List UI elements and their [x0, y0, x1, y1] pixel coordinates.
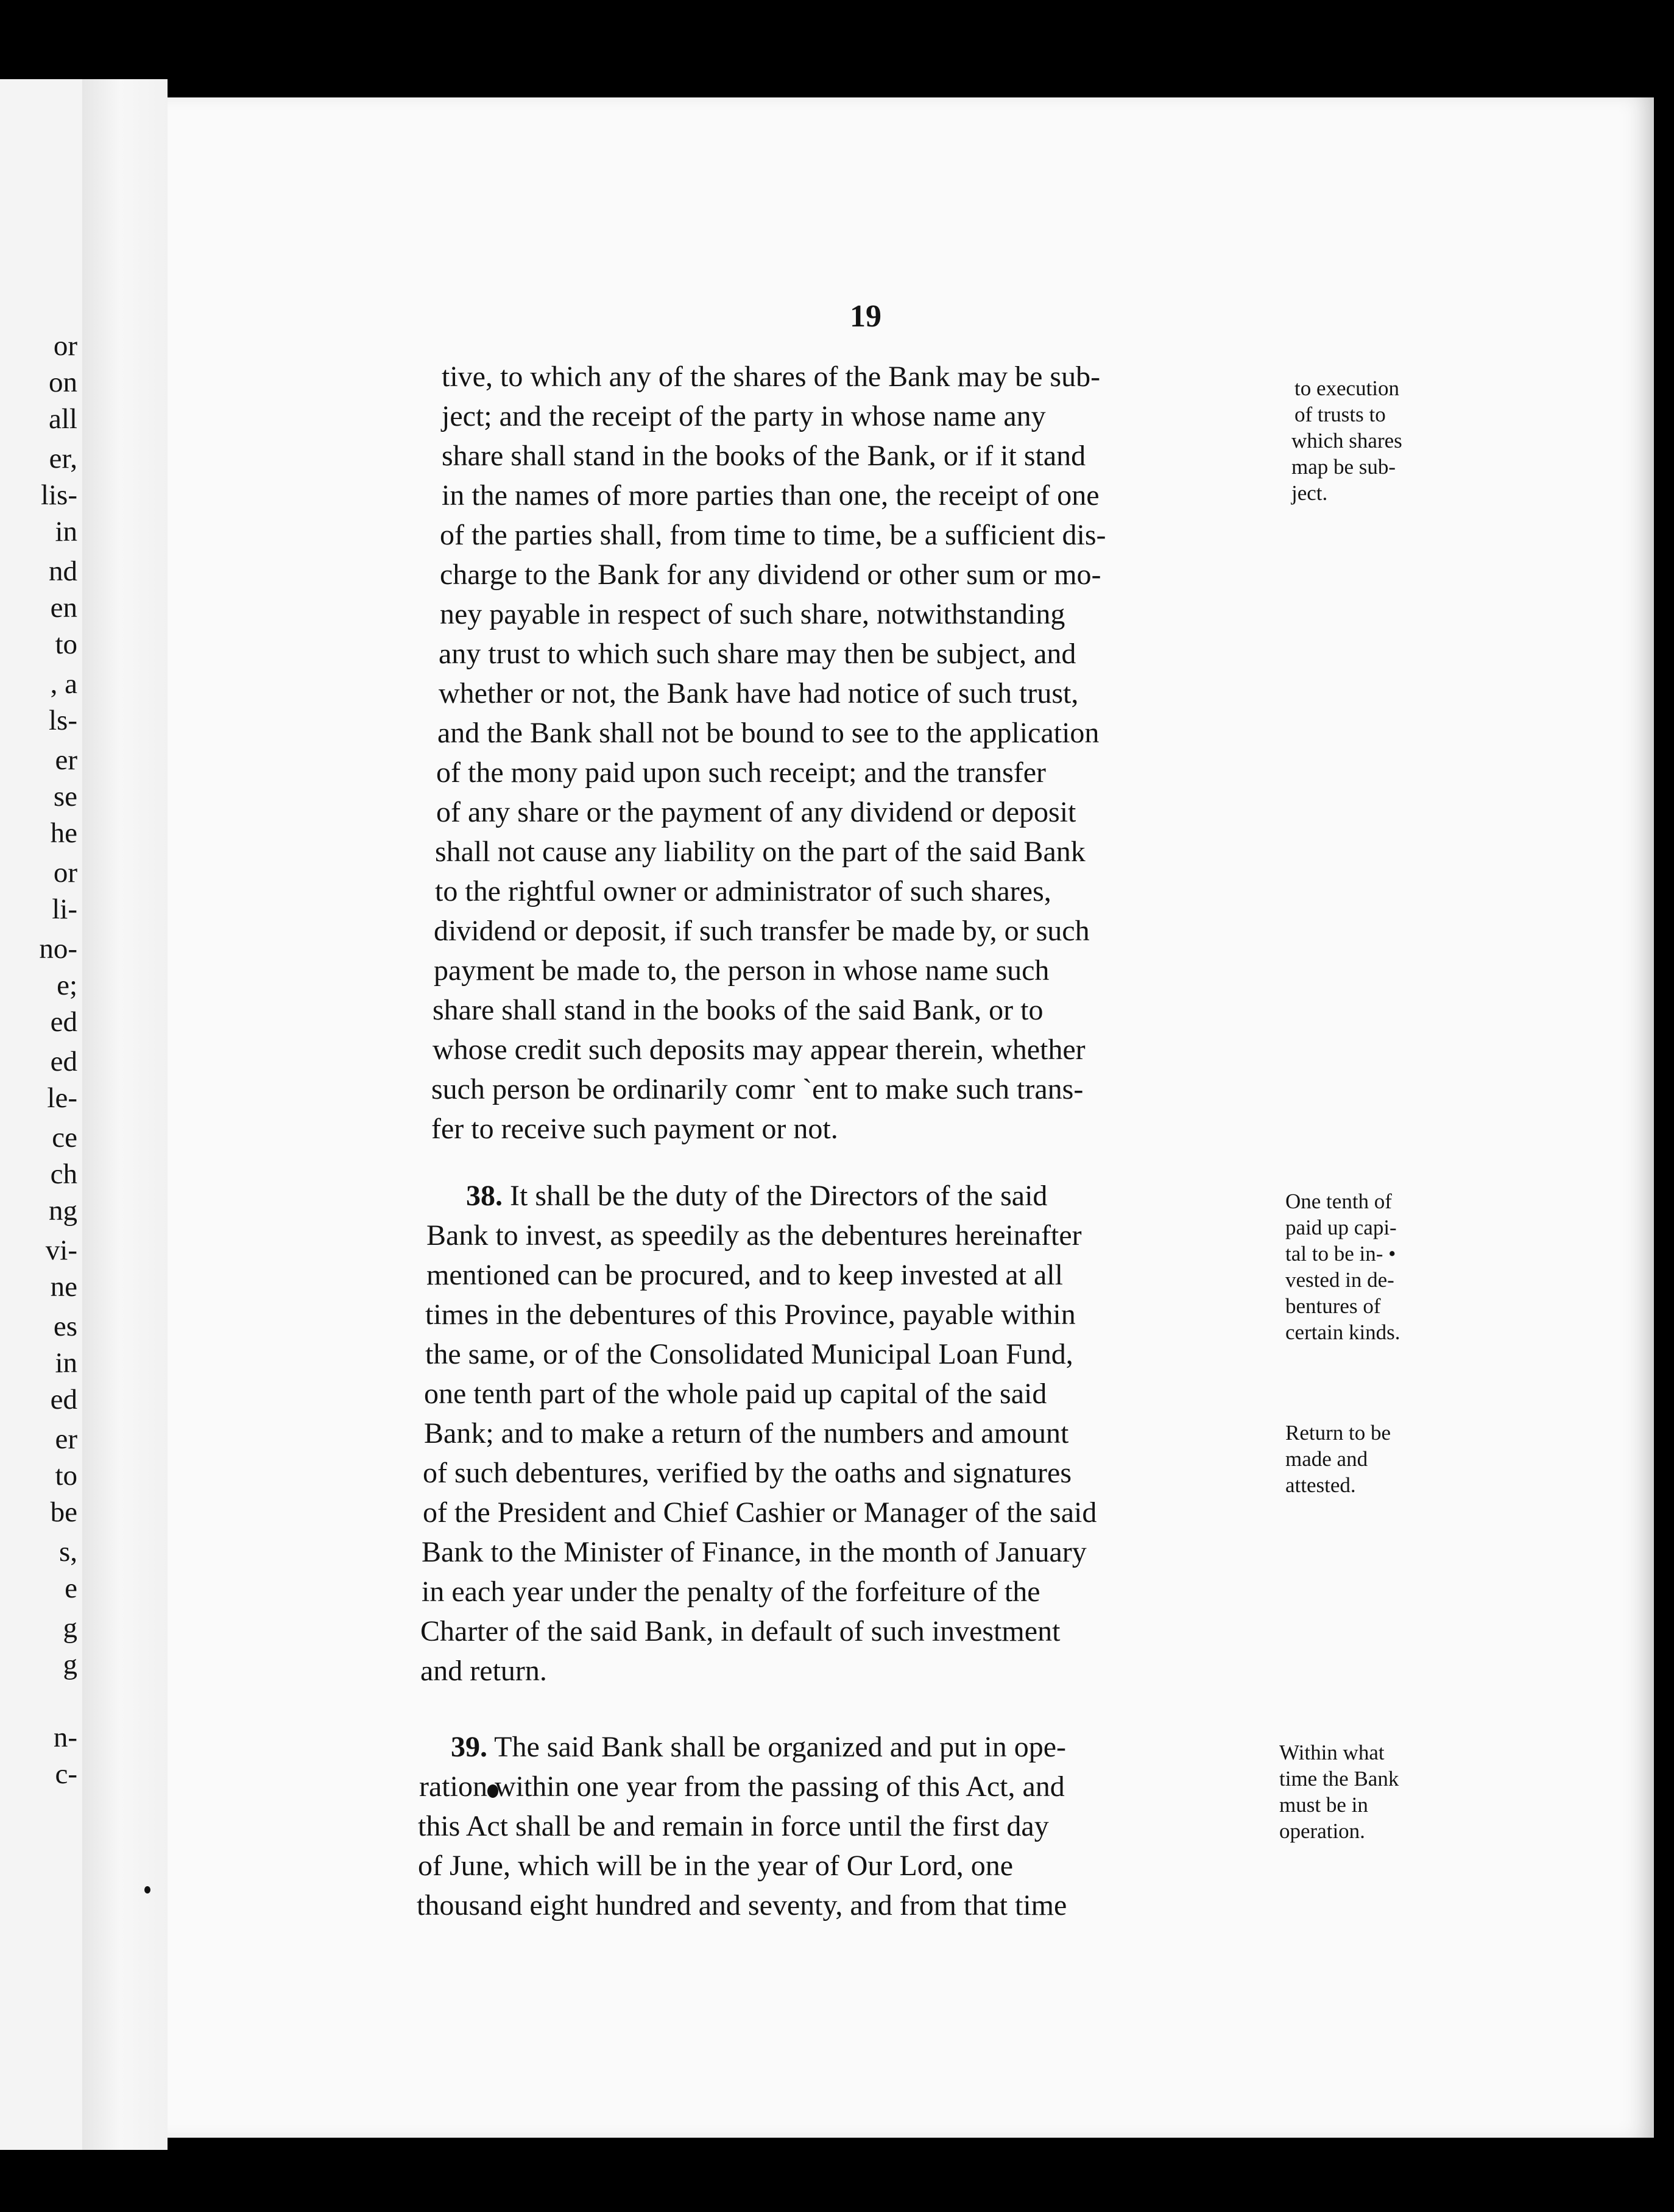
- left-fragment: er,: [49, 443, 77, 474]
- text-line: dividend or deposit, if such transfer be made by, or such: [434, 915, 1090, 947]
- margin-note-line: map be sub-: [1291, 455, 1396, 479]
- text-line: of the parties shall, from time to time, be a sufficient dis-: [440, 519, 1106, 551]
- text-line: such person be ordinarily comr `ent to make such trans-: [431, 1073, 1084, 1105]
- left-fragment: ed: [50, 1006, 77, 1038]
- left-fragment: in: [55, 1347, 77, 1379]
- left-fragment: le-: [47, 1082, 77, 1114]
- left-fragment: se: [53, 781, 77, 812]
- left-fragment: li-: [52, 893, 77, 925]
- text-line: thousand eight hundred and seventy, and from that time: [417, 1889, 1067, 1921]
- left-fragment: or: [53, 330, 77, 362]
- text-line: in the names of more parties than one, the receipt of one: [442, 479, 1100, 512]
- left-fragment: ce: [52, 1122, 77, 1154]
- left-fragment: ng: [49, 1195, 77, 1227]
- left-fragment: all: [49, 403, 77, 435]
- text-line: charge to the Bank for any dividend or other sum or mo-: [440, 558, 1101, 591]
- left-fragment: to: [55, 1460, 77, 1492]
- text-line: ration within one year from the passing of this Act, and: [419, 1770, 1065, 1803]
- left-fragment: ed: [50, 1384, 77, 1415]
- text-line: mentioned can be procured, and to keep invested at all: [426, 1259, 1063, 1291]
- left-fragment: e: [65, 1573, 77, 1604]
- text-line: The said Bank shall be organized and put in ope-: [494, 1731, 1066, 1763]
- text-line: Charter of the said Bank, in default of such investment: [420, 1615, 1061, 1647]
- left-fragment: vi-: [45, 1235, 77, 1266]
- text-line: Bank to invest, as speedily as the debentures hereinafter: [426, 1219, 1082, 1252]
- left-fragment: en: [50, 592, 77, 624]
- text-line: of June, which will be in the year of Our Lord, one: [418, 1850, 1014, 1882]
- text-line: ject; and the receipt of the party in whose name any: [442, 400, 1046, 432]
- margin-note-line: ject.: [1291, 481, 1328, 505]
- margin-note-line: of trusts to: [1294, 403, 1386, 426]
- left-fragment: e;: [57, 970, 77, 1001]
- left-fragment: no-: [39, 933, 77, 965]
- text-line: payment be made to, the person in whose name such: [434, 954, 1050, 987]
- left-page: [0, 79, 82, 2150]
- left-fragment: lis-: [40, 479, 77, 511]
- scan-border: [1654, 0, 1674, 2212]
- text-line: Bank to the Minister of Finance, in the month of January: [422, 1536, 1087, 1568]
- text-line: of the mony paid upon such receipt; and the transfer: [436, 756, 1047, 789]
- margin-note-line: Return to be: [1285, 1421, 1391, 1445]
- margin-note-line: tal to be in- •: [1285, 1242, 1396, 1266]
- left-fragment: ls-: [49, 705, 77, 736]
- text-line: tive, to which any of the shares of the Bank may be sub-: [442, 361, 1101, 393]
- left-fragment: to: [55, 629, 77, 660]
- page-number: 19: [850, 299, 881, 334]
- left-fragment: he: [50, 817, 77, 849]
- margin-note-line: paid up capi-: [1285, 1216, 1397, 1239]
- text-line: It shall be the duty of the Directors of the said: [510, 1180, 1048, 1212]
- text-line: any trust to which such share may then be subject, and: [439, 638, 1076, 670]
- text-line: whose credit such deposits may appear therein, whether: [433, 1034, 1086, 1066]
- left-fragment: on: [49, 367, 77, 398]
- left-fragment: er: [55, 1423, 77, 1455]
- text-line: in each year under the penalty of the forfeiture of the: [422, 1576, 1040, 1608]
- left-fragment: ed: [50, 1046, 77, 1077]
- left-fragment: s,: [58, 1536, 77, 1568]
- margin-note-line: to execution: [1294, 376, 1400, 400]
- text-line: to the rightful owner or administrator of such shares,: [435, 875, 1051, 907]
- left-fragment: g: [63, 1612, 77, 1644]
- text-line: one tenth part of the whole paid up capital of the said: [424, 1378, 1047, 1410]
- left-fragment: n-: [53, 1722, 77, 1753]
- left-fragment: ch: [50, 1158, 77, 1190]
- section-39-first-line: [451, 1733, 1066, 1762]
- left-fragment: c-: [55, 1758, 77, 1790]
- left-fragment: be: [50, 1496, 77, 1528]
- margin-note-line: must be in: [1279, 1793, 1368, 1817]
- text-line: and the Bank shall not be bound to see to the application: [437, 717, 1100, 749]
- text-line: share shall stand in the books of the said Bank, or to: [433, 994, 1044, 1026]
- text-line: ney payable in respect of such share, notwithstanding: [440, 598, 1065, 630]
- margin-note-line: which shares: [1291, 429, 1402, 453]
- margin-note-line: made and: [1285, 1447, 1368, 1471]
- ink-spot: [144, 1886, 150, 1893]
- text-line: of such debentures, verified by the oaths and signatures: [423, 1457, 1072, 1489]
- margin-note-line: vested in de-: [1285, 1268, 1394, 1292]
- text-line: the same, or of the Consolidated Municipal Loan Fund,: [425, 1338, 1073, 1370]
- margin-note-line: One tenth of: [1285, 1189, 1392, 1213]
- text-line: times in the debentures of this Province, payable within: [425, 1298, 1076, 1331]
- margin-note-line: Within what: [1279, 1741, 1385, 1764]
- left-fragment: , a: [50, 668, 77, 700]
- left-fragment: es: [53, 1311, 77, 1342]
- margin-note-line: bentures of: [1285, 1294, 1381, 1318]
- text-line: and return.: [420, 1655, 547, 1687]
- text-line: fer to receive such payment or not.: [431, 1113, 838, 1145]
- text-line: share shall stand in the books of the Bank, or if it stand: [442, 440, 1086, 472]
- section-number: 39.: [451, 1731, 487, 1763]
- text-line: of any share or the payment of any dividend or deposit: [436, 796, 1076, 828]
- section-number: 38.: [466, 1180, 503, 1212]
- margin-note-line: attested.: [1285, 1473, 1356, 1497]
- left-fragment: or: [53, 857, 77, 889]
- text-line: shall not cause any liability on the part of the said Bank: [435, 836, 1086, 868]
- margin-note-line: certain kinds.: [1285, 1320, 1400, 1344]
- left-fragment: ne: [50, 1271, 77, 1303]
- text-line: whether or not, the Bank have had notice of such trust,: [439, 677, 1079, 710]
- text-line: of the President and Chief Cashier or Manager of the said: [423, 1496, 1097, 1529]
- page-gutter: [82, 79, 168, 2150]
- text-line: this Act shall be and remain in force until the first day: [418, 1810, 1049, 1842]
- margin-note-line: time the Bank: [1279, 1767, 1399, 1791]
- left-fragment: nd: [49, 555, 77, 587]
- section-38-first-line: [466, 1182, 1047, 1211]
- left-fragment: g: [63, 1649, 77, 1680]
- margin-note-line: operation.: [1279, 1819, 1365, 1843]
- left-fragment: in: [55, 516, 77, 548]
- left-fragment: er: [55, 744, 77, 776]
- text-line: Bank; and to make a return of the numbers and amount: [424, 1417, 1069, 1449]
